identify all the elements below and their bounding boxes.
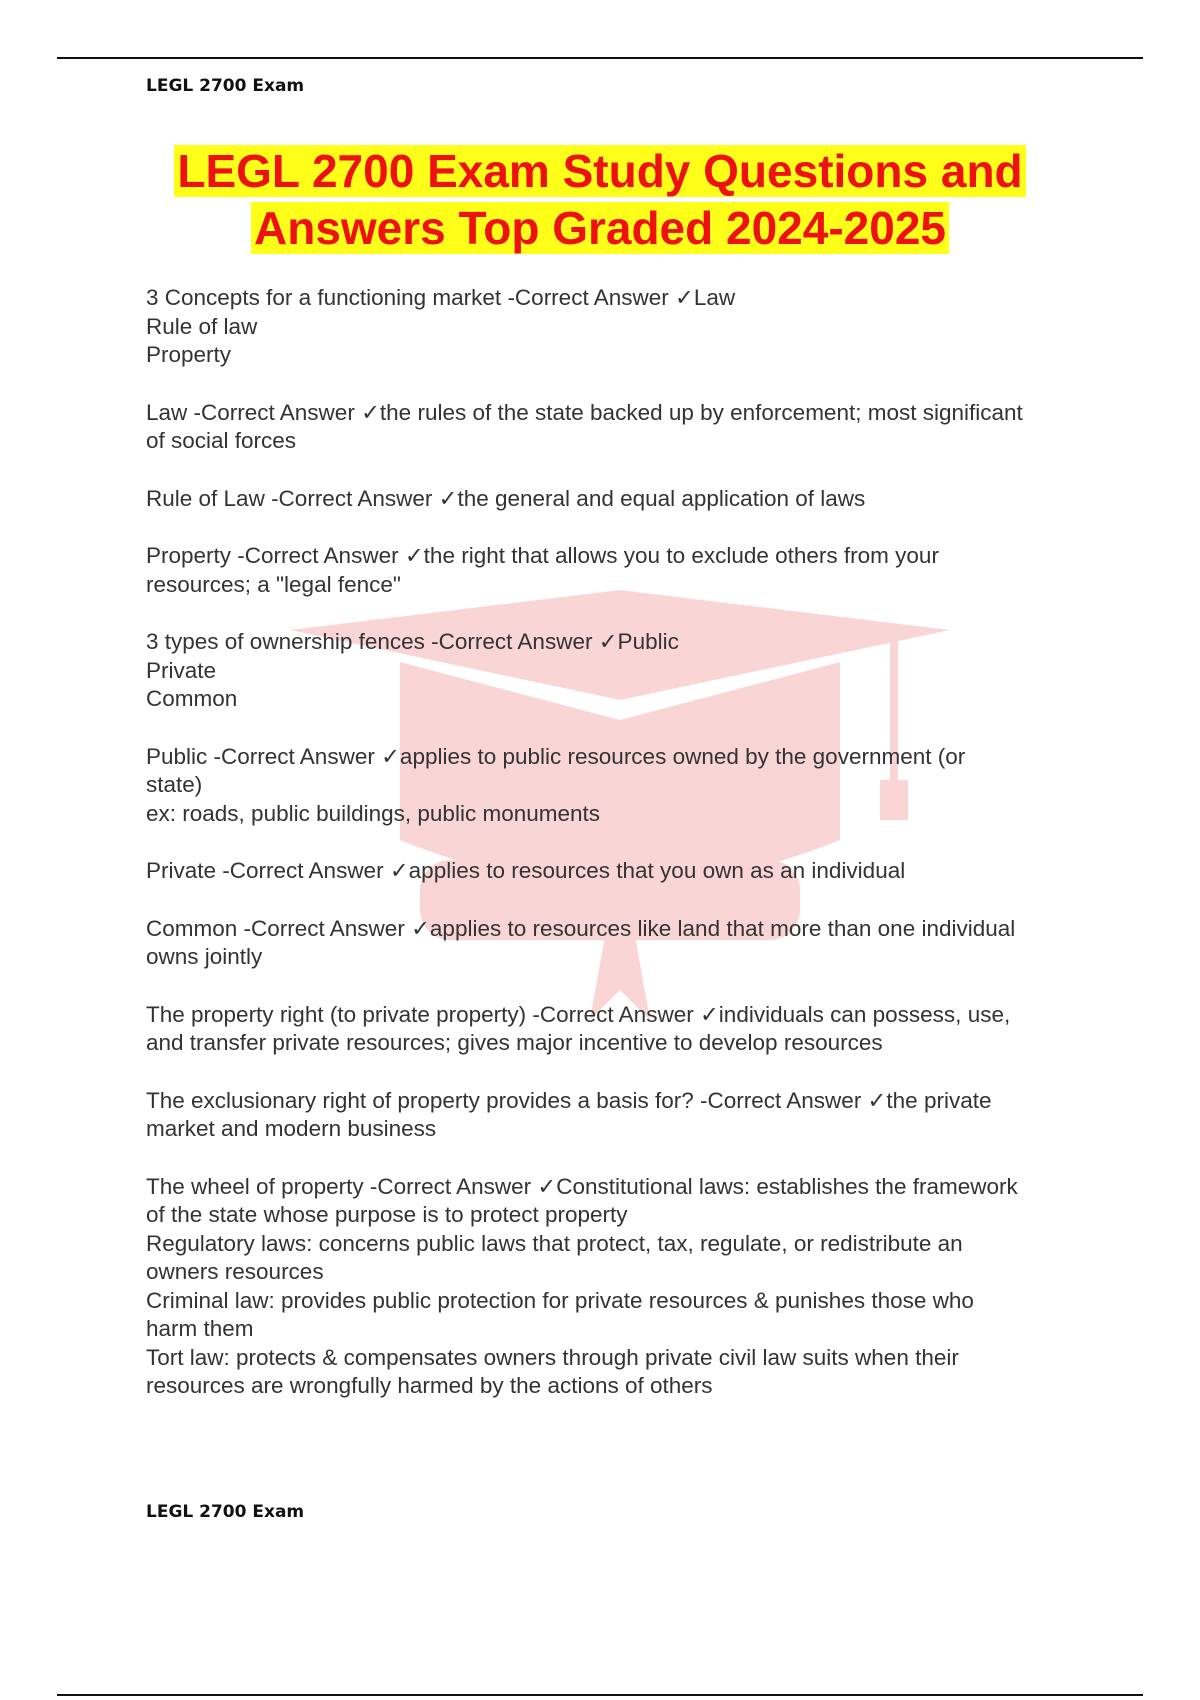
running-header: LEGL 2700 Exam	[146, 76, 305, 96]
qa-item: The property right (to private property) -Correct Answer ✓individuals can possess, use, and transfer private resources; gives major incentive to develop resources	[146, 1001, 1011, 1055]
qa-item: Public -Correct Answer ✓applies to public resources owned by the government (or state) ex: roads, public buildings, public monuments	[146, 743, 966, 826]
bottom-rule	[57, 1694, 1143, 1696]
running-footer: LEGL 2700 Exam	[146, 1502, 305, 1522]
document-title	[0, 143, 1200, 257]
qa-item: The wheel of property -Correct Answer ✓Constitutional laws: establishes the framework of the state whose purpose is to protect property Regulatory laws: concerns public laws that protect, tax, regulate, or redistribute an owners resources Criminal law: provides public protection for private resources & punishes those who harm them Tort law: protects & compensates owners through private civil law suits when their resources are wrongfully harmed by the actions of others	[146, 1173, 1018, 1398]
top-rule	[57, 57, 1143, 59]
title-line-1: LEGL 2700 Exam Study Questions and	[174, 145, 1025, 197]
title-line-2: Answers Top Graded 2024-2025	[251, 202, 949, 254]
qa-item: Private -Correct Answer ✓applies to resources that you own as an individual	[146, 858, 906, 883]
qa-item: The exclusionary right of property provides a basis for? -Correct Answer ✓the private market and modern business	[146, 1087, 992, 1141]
qa-item: 3 types of ownership fences -Correct Answer ✓Public Private Common	[146, 629, 679, 711]
qa-item: Law -Correct Answer ✓the rules of the state backed up by enforcement; most significant of social forces	[146, 399, 1023, 453]
qa-list	[146, 284, 1096, 1430]
qa-item: 3 Concepts for a functioning market -Correct Answer ✓Law Rule of law Property	[146, 285, 736, 367]
qa-item: Property -Correct Answer ✓the right that allows you to exclude others from your resources; a "legal fence"	[146, 543, 939, 597]
qa-item: Rule of Law -Correct Answer ✓the general and equal application of laws	[146, 485, 866, 511]
qa-item: Common -Correct Answer ✓applies to resources like land that more than one individual owns jointly	[146, 915, 1016, 969]
